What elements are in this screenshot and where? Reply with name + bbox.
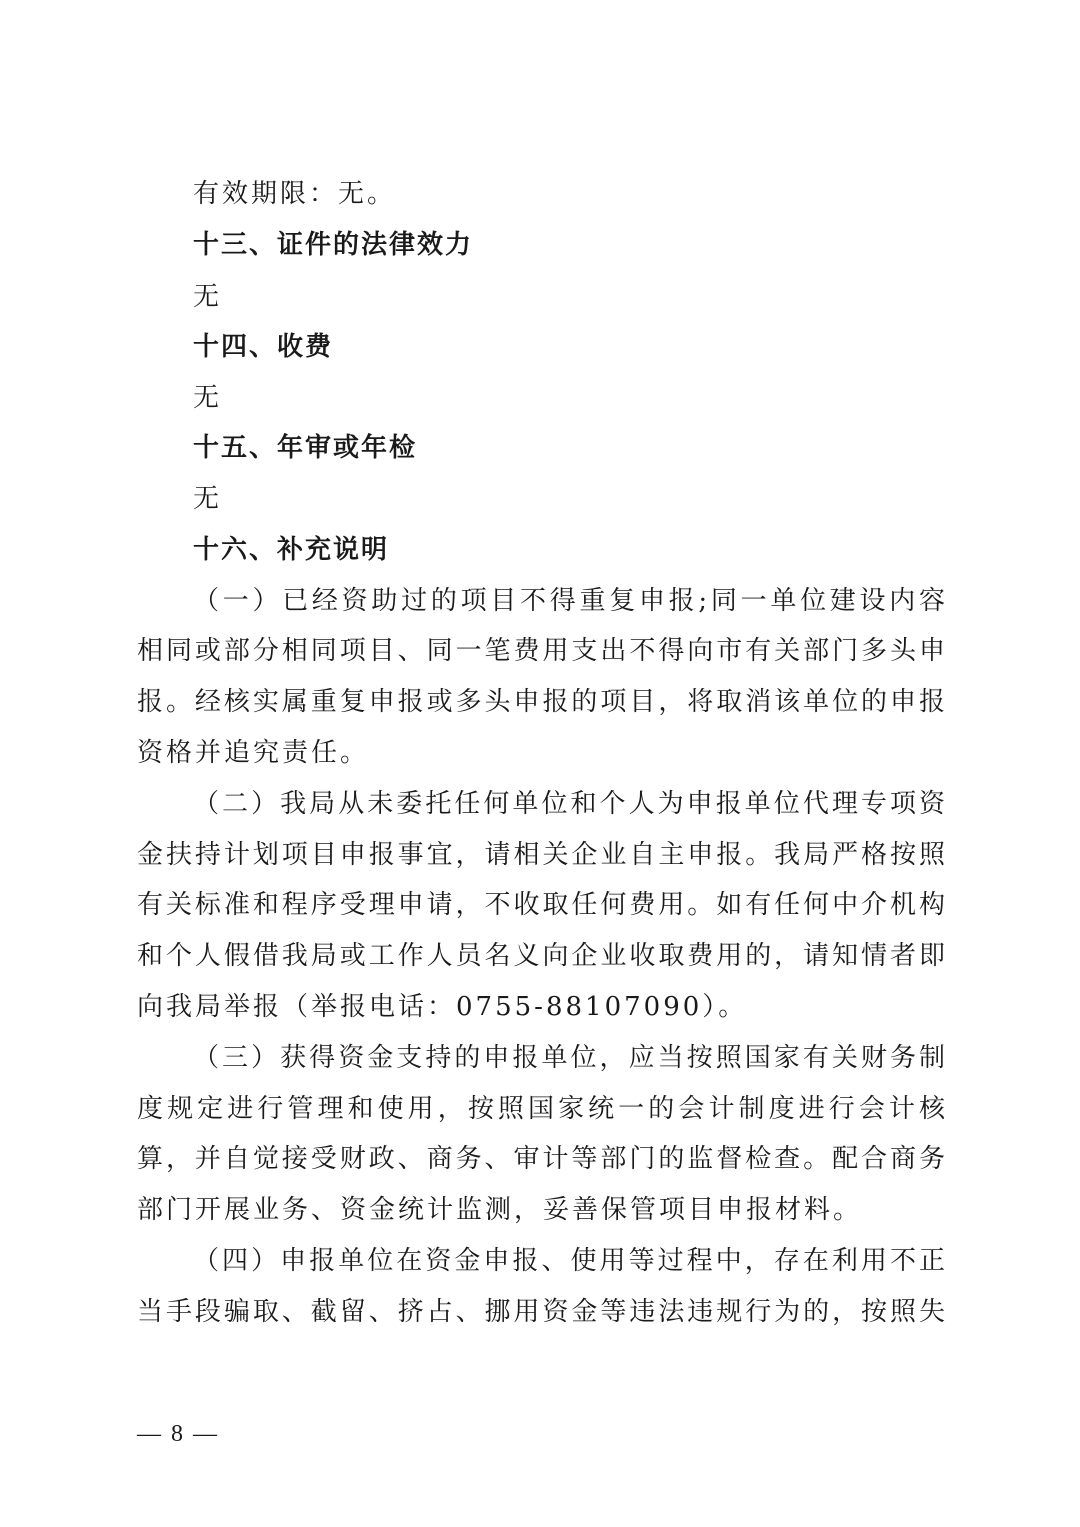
paragraph-3-line: 度规定进行管理和使用，按照国家统一的会计制度进行会计核 <box>137 1094 945 1124</box>
paragraph-1-line: 报。经核实属重复申报或多头申报的项目，将取消该单位的申报 <box>137 687 945 717</box>
paragraph-2-line: 金扶持计划项目申报事宜，请相关企业自主申报。我局严格按照 <box>137 840 945 870</box>
paragraph-2-line: 有关标准和程序受理申请，不收取任何费用。如有任何中介机构 <box>137 890 945 920</box>
section-13-heading: 十三、证件的法律效力 <box>193 230 474 260</box>
paragraph-1-line: 相同或部分相同项目、同一笔费用支出不得向市有关部门多头申 <box>137 636 945 666</box>
paragraph-3-line: （三）获得资金支持的申报单位，应当按照国家有关财务制 <box>193 1043 945 1073</box>
paragraph-2-line: 和个人假借我局或工作人员名义向企业收取费用的，请知情者即 <box>137 941 945 971</box>
paragraph-4-line: （四）申报单位在资金申报、使用等过程中，存在利用不正 <box>193 1246 945 1276</box>
paragraph-3-line: 部门开展业务、资金统计监测，妥善保管项目申报材料。 <box>137 1195 863 1225</box>
paragraph-4-line: 当手段骗取、截留、挤占、挪用资金等违法违规行为的，按照失 <box>137 1297 945 1327</box>
paragraph-2-line: （二）我局从未委托任何单位和个人为申报单位代理专项资 <box>193 789 945 819</box>
paragraph-3-line: 算，并自觉接受财政、商务、审计等部门的监督检查。配合商务 <box>137 1144 945 1174</box>
section-15-heading: 十五、年审或年检 <box>193 433 418 463</box>
paragraph-1-line: 资格并追究责任。 <box>137 738 370 768</box>
paragraph-2-line: 向我局举报（举报电话：0755-88107090）。 <box>137 992 748 1022</box>
validity-line: 有效期限：无。 <box>193 179 397 209</box>
section-16-heading: 十六、补充说明 <box>193 535 390 565</box>
section-14-heading: 十四、收费 <box>193 332 334 362</box>
page-number: — 8 — <box>137 1421 219 1447</box>
section-13-body: 无 <box>193 282 223 312</box>
section-15-body: 无 <box>193 484 223 514</box>
paragraph-1-line: （一）已经资助过的项目不得重复申报;同一单位建设内容 <box>193 586 945 616</box>
section-14-body: 无 <box>193 383 223 413</box>
